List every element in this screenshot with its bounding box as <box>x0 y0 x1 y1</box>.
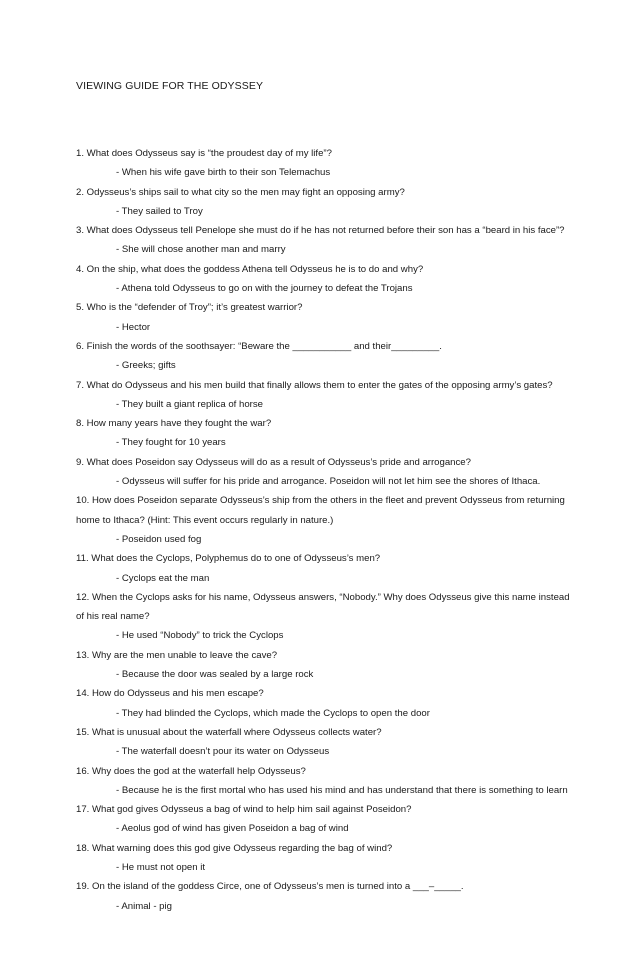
question-13: 13. Why are the men unable to leave the cave? <box>76 649 278 661</box>
answer-19: - Animal - pig <box>116 900 172 912</box>
question-19: 19. On the island of the goddess Circe, one of Odysseus’s men is turned into a ___–_____. <box>76 881 464 893</box>
question-10: 10. How does Poseidon separate Odysseus’s ship from the others in the fleet and prevent Odysseus from returning home to Ithaca? (Hint: This event occurs regularly in nature.) <box>76 495 565 526</box>
answer-7: - They built a giant replica of horse <box>116 398 264 410</box>
question-5: 5. Who is the “defender of Troy”; it’s greatest warrior? <box>76 302 303 314</box>
answer-11: - Cyclops eat the man <box>116 572 210 584</box>
answer-8: - They fought for 10 years <box>116 437 226 449</box>
answer-16: - Because he is the first mortal who has used his mind and has understand that there is something to learn <box>116 784 568 796</box>
answer-14: - They had blinded the Cyclops, which made the Cyclops to open the door <box>116 707 430 719</box>
question-16: 16. Why does the god at the waterfall help Odysseus? <box>76 765 306 777</box>
answer-3: - She will chose another man and marry <box>116 244 286 256</box>
answer-10: - Poseidon used fog <box>116 533 202 545</box>
answer-13: - Because the door was sealed by a large rock <box>116 669 314 681</box>
question-9: 9. What does Poseidon say Odysseus will do as a result of Odysseus’s pride and arrogance? <box>76 456 471 468</box>
question-15: 15. What is unusual about the waterfall where Odysseus collects water? <box>76 726 382 738</box>
question-1: 1. What does Odysseus say is “the proudest day of my life”? <box>76 148 332 159</box>
question-8: 8. How many years have they fought the war? <box>76 418 272 430</box>
question-6: 6. Finish the words of the soothsayer: “Beware the ___________ and their_________. <box>76 340 442 352</box>
document-title: VIEWING GUIDE FOR THE ODYSSEY <box>76 80 264 92</box>
answer-6: - Greeks; gifts <box>116 360 176 372</box>
question-14: 14. How do Odysseus and his men escape? <box>76 688 264 700</box>
answer-4: - Athena told Odysseus to go on with the journey to defeat the Trojans <box>116 283 413 295</box>
answer-1: - When his wife gave birth to their son Telemachus <box>116 167 331 179</box>
question-2: 2. Odysseus’s ships sail to what city so the men may fight an opposing army? <box>76 186 405 198</box>
question-11: 11. What does the Cyclops, Polyphemus do to one of Odysseus’s men? <box>76 553 381 565</box>
question-12: 12. When the Cyclops asks for his name, Odysseus answers, “Nobody.” Why does Odysseus give this name instead of his real name? <box>76 591 570 623</box>
answer-18: - He must not open it <box>116 861 206 873</box>
question-4: 4. On the ship, what does the goddess Athena tell Odysseus he is to do and why? <box>76 263 424 275</box>
answer-9: - Odysseus will suffer for his pride and arrogance. Poseidon will not let him see the shores of Ithaca. <box>116 476 541 488</box>
question-7: 7. What do Odysseus and his men build that finally allows them to enter the gates of the opposing army’s gates? <box>76 379 553 391</box>
answer-17: - Aeolus god of wind has given Poseidon a bag of wind <box>116 823 349 835</box>
question-17: 17. What god gives Odysseus a bag of wind to help him sail against Poseidon? <box>76 804 412 816</box>
answer-12: - He used “Nobody” to trick the Cyclops <box>116 630 284 642</box>
question-list <box>76 144 576 916</box>
answer-2: - They sailed to Troy <box>116 205 203 217</box>
question-3: 3. What does Odysseus tell Penelope she must do if he has not returned before their son has a “beard in his face”? <box>76 225 565 237</box>
answer-5: - Hector <box>116 321 151 333</box>
question-18: 18. What warning does this god give Odysseus regarding the bag of wind? <box>76 842 393 854</box>
answer-15: - The waterfall doesn’t pour its water on Odysseus <box>116 746 330 758</box>
